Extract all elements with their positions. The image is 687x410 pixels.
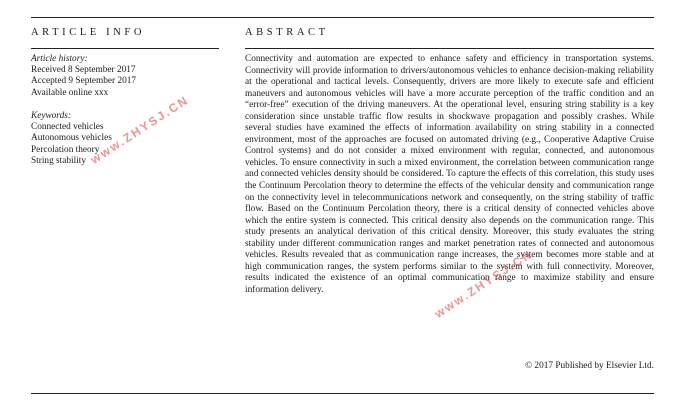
- keyword-item: String stability: [31, 155, 87, 166]
- copyright-notice: © 2017 Published by Elsevier Ltd.: [525, 361, 654, 371]
- keywords-label: Keywords:: [31, 111, 71, 121]
- top-rule: [31, 17, 654, 18]
- article-history-label: Article history:: [31, 54, 88, 64]
- article-info-heading: ARTICLE INFO: [31, 27, 146, 38]
- bottom-rule: [31, 393, 654, 394]
- watermark: www.ZHYSJ.CN: [88, 92, 192, 167]
- watermark: www.ZHYSJ.CN: [432, 246, 536, 321]
- keyword-item: Percolation theory: [31, 144, 100, 155]
- received-date: Received 8 September 2017: [31, 65, 136, 76]
- accepted-date: Accepted 9 September 2017: [31, 76, 137, 87]
- article-history: [31, 54, 221, 99]
- abstract-text: Connectivity and automation are expected to enhance safety and efficiency in transportation systems. Connectivity will provide information to drivers/autonomous vehicles to enhance decision-making reliability at the operational and tactical levels. Consequently, drivers are more likely to execute safe and efficient maneuvers and autonomous vehicles will have a more accurate perception of the traffic condition and an “error-free” execution of the driving maneuvers. At the operational level, ensuring string stability is a key consideration since unstable traffic flow results in shockwave propagation and possibly crashes. While several studies have examined the effects of information availability on string stability in a connected environment, most of the approaches are focused on automated driving (e.g., Cooperative Adaptive Cruise Control systems) and do not consider a mixed environment with regular, connected, and autonomous vehicles. To ensure connectivity in such a mixed environment, the correlation between communication range and connected vehicles density should be considered. To capture the effects of this correlation, this study uses the Continuum Percolation theory to determine the effects of the vehicular density and communication range on the connectivity level in telecommunications network and consequently, on the string stability of traffic flow. Based on the Continuum Percolation theory, there is a critical density of connected vehicles above which the entire system is connected. This critical density also depends on the communication range. This study presents an analytical derivation of this critical density. Moreover, this study evaluates the string stability under different communication ranges and market penetration rates of connected and autonomous vehicles. Results revealed that as communication range increases, the system becomes more stable and at high communication ranges, the system performs similar to the system with full connectivity. Moreover, results indicated the existence of an optimal communication range to maximize stability and ensure information delivery.: [245, 54, 654, 295]
- keyword-item: Connected vehicles: [31, 122, 104, 133]
- abstract-heading: ABSTRACT: [245, 27, 329, 38]
- keyword-item: Autonomous vehicles: [31, 133, 112, 144]
- available-online: Available online xxx: [31, 87, 109, 98]
- article-info-rule: [31, 48, 219, 49]
- abstract-rule: [245, 48, 654, 49]
